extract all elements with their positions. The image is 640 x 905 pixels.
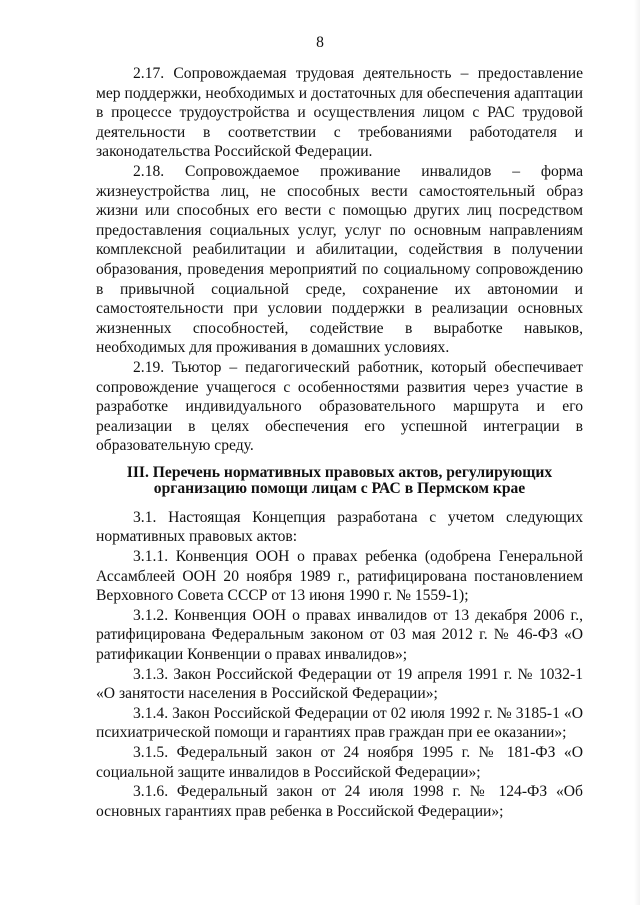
section-heading-line-2: организацию помощи лицам с РАС в Пермском крае — [153, 479, 526, 497]
paragraph-2-19: 2.19. Тьютор – педагогический работник, который обеспечивает сопровождение учащегося с особенностями развития через участие в разработке индивидуального образовательного маршрута и его реализации в целях обеспечения его успешной интеграции в образовательную среду. — [96, 358, 583, 455]
paragraph-3-1-2: 3.1.2. Конвенция ООН о правах инвалидов от 13 декабря 2006 г., ратифицирована Федеральным законом от 03 мая 2012 г. № 46-ФЗ «О ратификации Конвенции о правах инвалидов»; — [96, 606, 583, 664]
paragraph-3-1-4: 3.1.4. Закон Российской Федерации от 02 июля 1992 г. № 3185-1 «О психиатрической помощи и гарантиях прав граждан при ее оказании»; — [96, 704, 583, 742]
paragraph-3-1-6: 3.1.6. Федеральный закон от 24 июля 1998 г. № 124-ФЗ «Об основных гарантиях прав ребенка в Российской Федерации»; — [96, 783, 583, 820]
paragraph-3-1-1: 3.1.1. Конвенция ООН о правах ребенка (одобрена Генеральной Ассамблеей ООН 20 ноября 1989 г., ратифицирована постановлением Верховного Совета СССР от 13 июня 1990 г. № 1559-1); — [96, 548, 583, 605]
paragraph-3-1-3: 3.1.3. Закон Российской Федерации от 19 апреля 1991 г. № 1032-1 «О занятости населения в Российской Федерации»; — [96, 665, 583, 703]
paragraph-3-1-5: 3.1.5. Федеральный закон от 24 ноября 1995 г. № 181-ФЗ «О социальной защите инвалидов в Российской Федерации»; — [96, 744, 583, 781]
section-heading-line-1: III. Перечень нормативных правовых актов, регулирующих — [126, 463, 553, 481]
page-number: 8 — [316, 34, 324, 51]
paragraph-2-17: 2.17. Сопровождаемая трудовая деятельность – предоставление мер поддержки, необходимых и достаточных для обеспечения адаптации в процессе трудоустройства и осуществления лицом с РАС трудовой деятельности в соответствии с требованиями работодателя и законодательства Российской Федерации. — [96, 65, 583, 161]
paragraph-3-1: 3.1. Настоящая Концепция разработана с учетом следующих нормативных правовых актов: — [96, 508, 583, 546]
scan-edge-shadow — [634, 0, 640, 905]
document-body — [96, 64, 583, 821]
section-heading — [96, 465, 583, 497]
paragraph-2-18: 2.18. Сопровождаемое проживание инвалидов – форма жизнеустройства лиц, не способных вести самостоятельный образ жизни или способных его вести с помощью других лиц посредством предоставления социальных услуг, услуг по основным направлениям комплексной реабилитации и абилитации, содействия в получении образования, проведения мероприятий по социальному сопровождению в привычной социальной среде, сохранение их автономии и самостоятельности при условии поддержки в реализации основных жизненных способностей, содействие в выработке навыков, необходимых для проживания в домашних условиях. — [96, 162, 583, 357]
